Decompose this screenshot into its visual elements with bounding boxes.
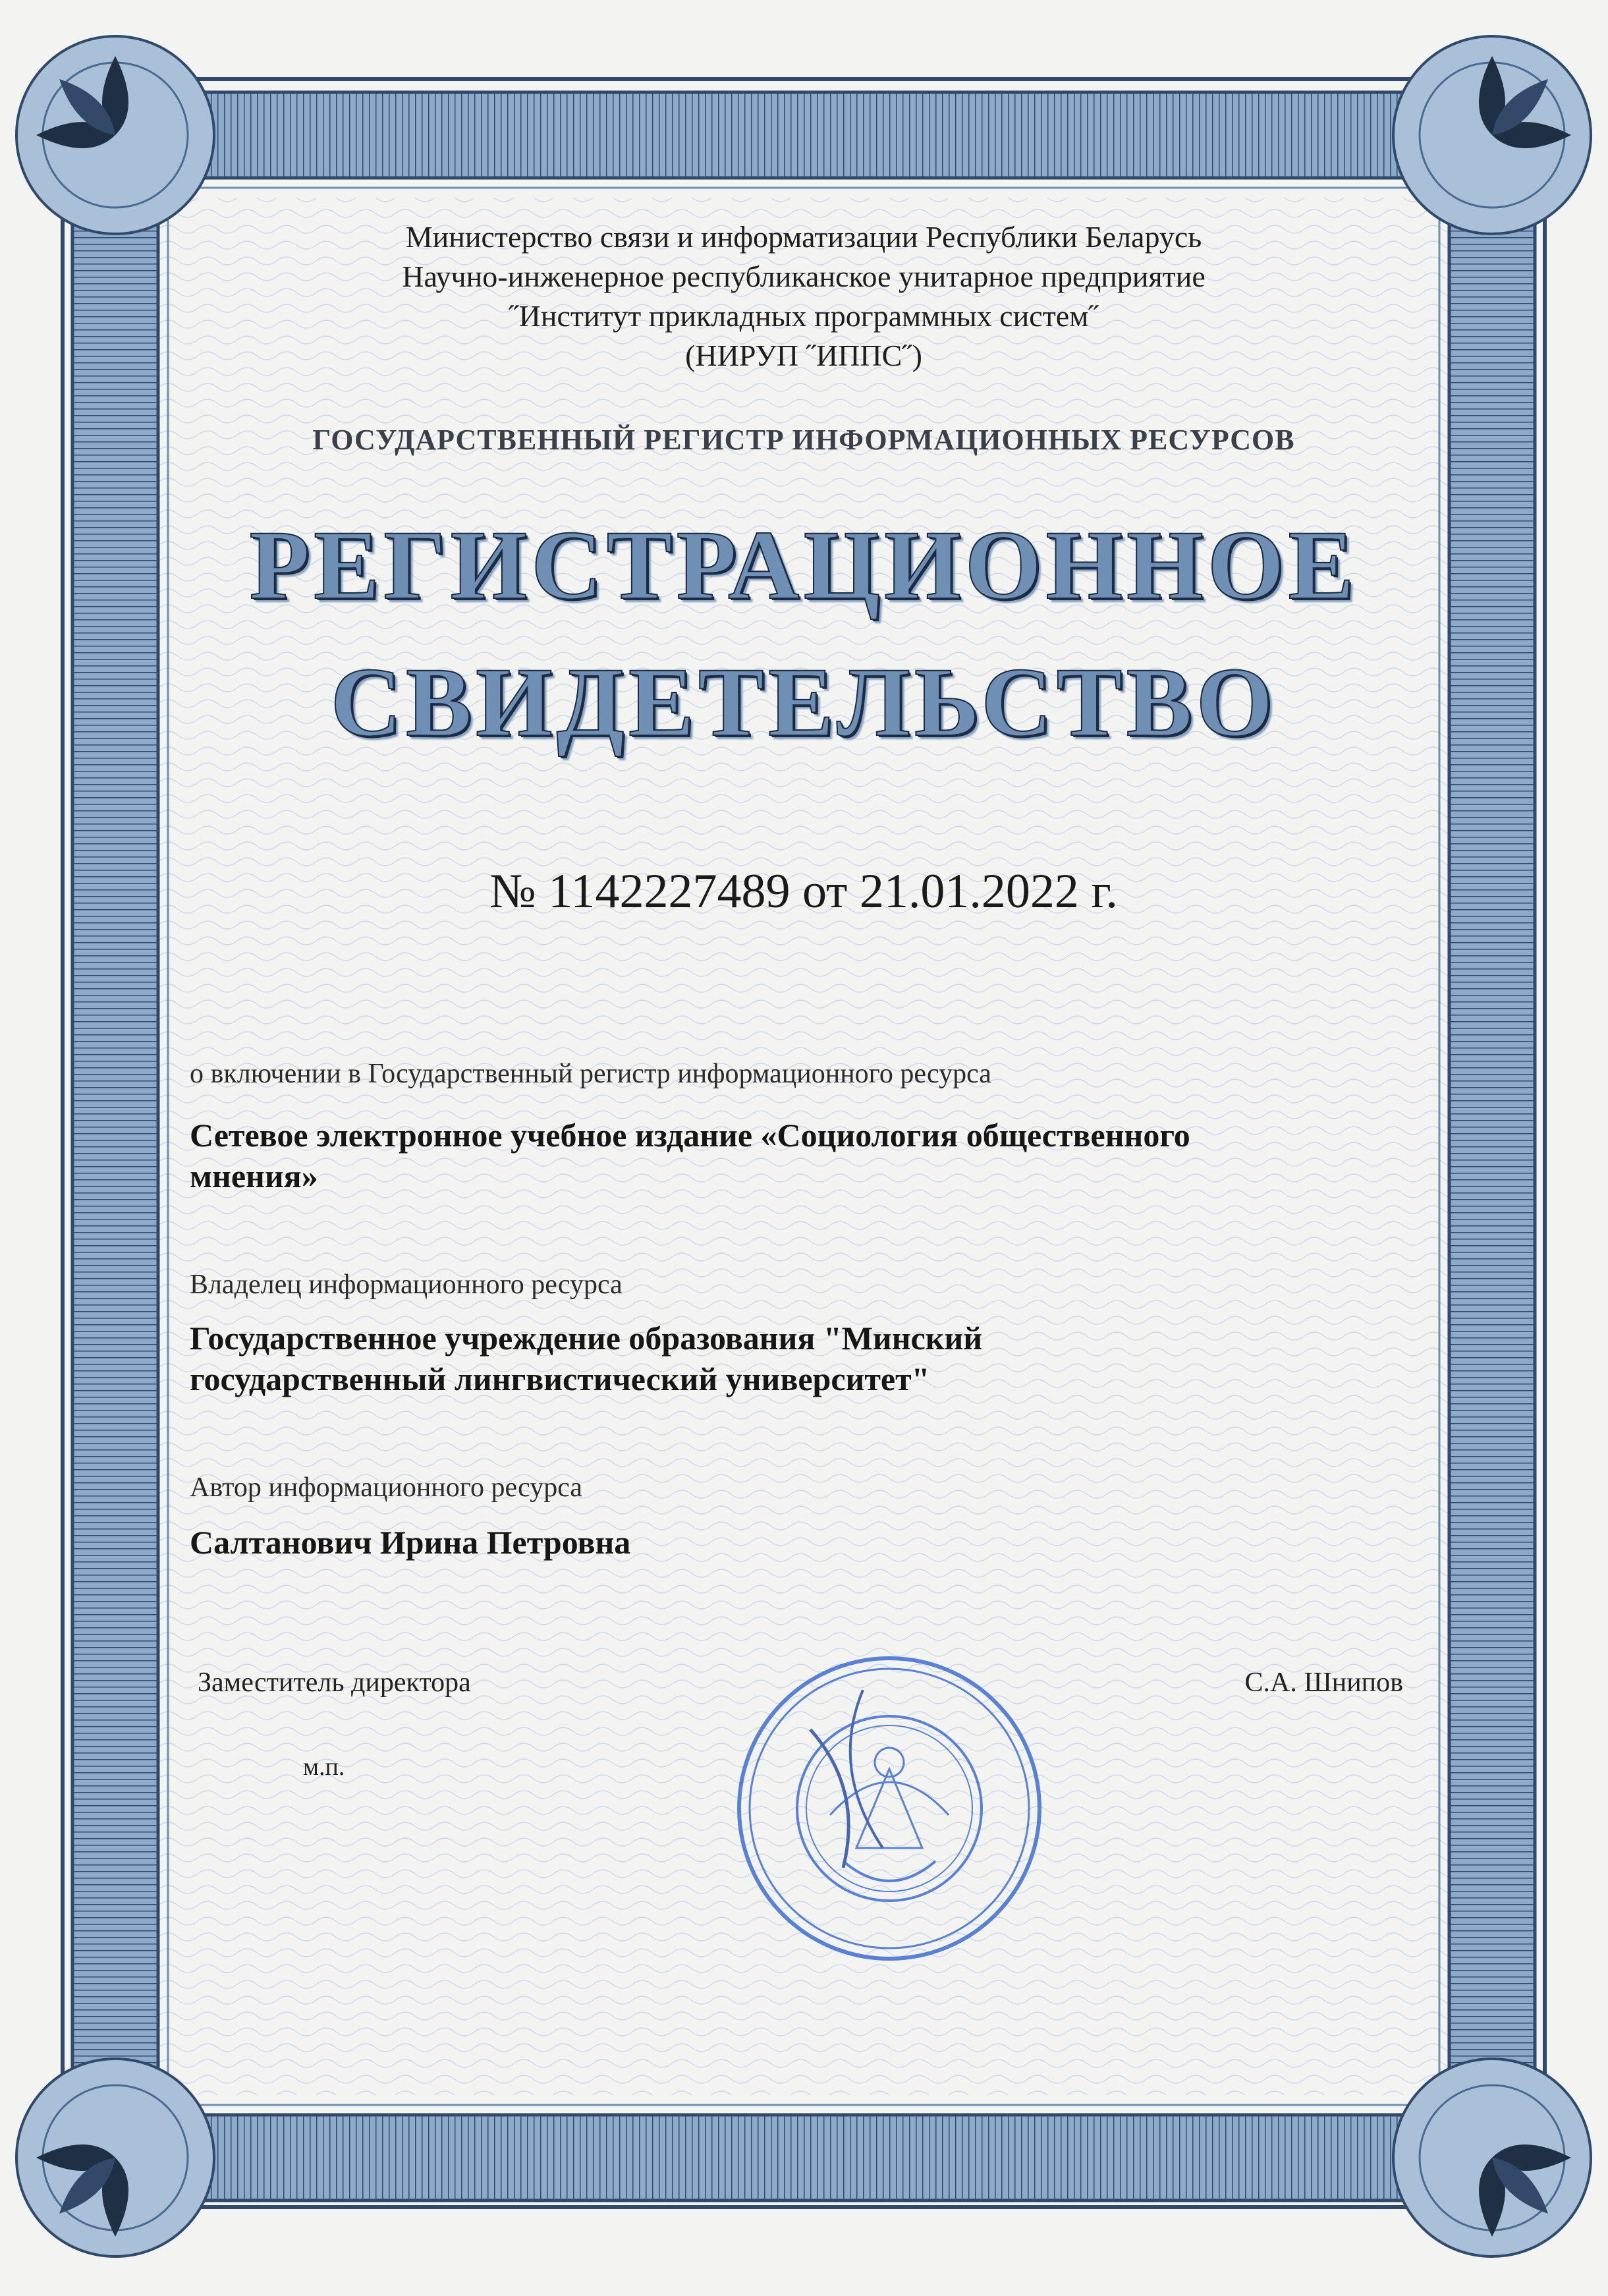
author-name: Салтанович Ирина Петровна — [190, 1524, 631, 1561]
institute-name: ˝Институт прикладных программных систем˝ — [509, 299, 1099, 333]
issuer-header — [178, 217, 1429, 376]
inclusion-label: о включении в Государственный регистр информационного ресурса — [190, 1059, 991, 1089]
register-title: ГОСУДАРСТВЕННЫЙ РЕГИСТР ИНФОРМАЦИОННЫХ РЕСУРСОВ — [312, 424, 1295, 456]
resource-name-line1: Сетевое электронное учебное издание «Социология общественного — [190, 1117, 1190, 1154]
corner-ornament-bottom-right — [1393, 2059, 1591, 2256]
corner-ornament-bottom-left — [16, 2059, 214, 2256]
stamp-place-mark: м.п. — [303, 1753, 345, 1781]
signatory-name: С.А. Шнипов — [1244, 1667, 1403, 1698]
resource-name-line2: мнения» — [190, 1158, 318, 1194]
official-seal-icon — [731, 1650, 1047, 1967]
ministry-name: Министерство связи и информатизации Республики Беларусь — [405, 220, 1202, 254]
certificate-number: № 1142227489 от 21.01.2022 г. — [489, 864, 1118, 918]
owner-name-line1: Государственное учреждение образования "Минский — [190, 1320, 983, 1357]
resource-name — [190, 1115, 1375, 1196]
document-title-line2: СВИДЕТЕЛЬСТВО — [330, 648, 1277, 757]
author-label: Автор информационного ресурса — [190, 1472, 583, 1503]
institute-abbreviation: (НИРУП ˝ИППС˝) — [685, 339, 922, 372]
owner-name — [190, 1318, 1277, 1399]
owner-name-line2: государственный лингвистический университет" — [190, 1360, 930, 1397]
signatory-position: Заместитель директора — [198, 1667, 471, 1698]
owner-label: Владелец информационного ресурса — [190, 1270, 623, 1300]
corner-ornament-top-right — [1393, 36, 1591, 234]
document-title-line1: РЕГИСТРАЦИОННОЕ — [249, 511, 1358, 620]
enterprise-type: Научно-инженерное республиканское унитарное предприятие — [402, 260, 1206, 293]
corner-ornament-top-left — [16, 36, 214, 234]
